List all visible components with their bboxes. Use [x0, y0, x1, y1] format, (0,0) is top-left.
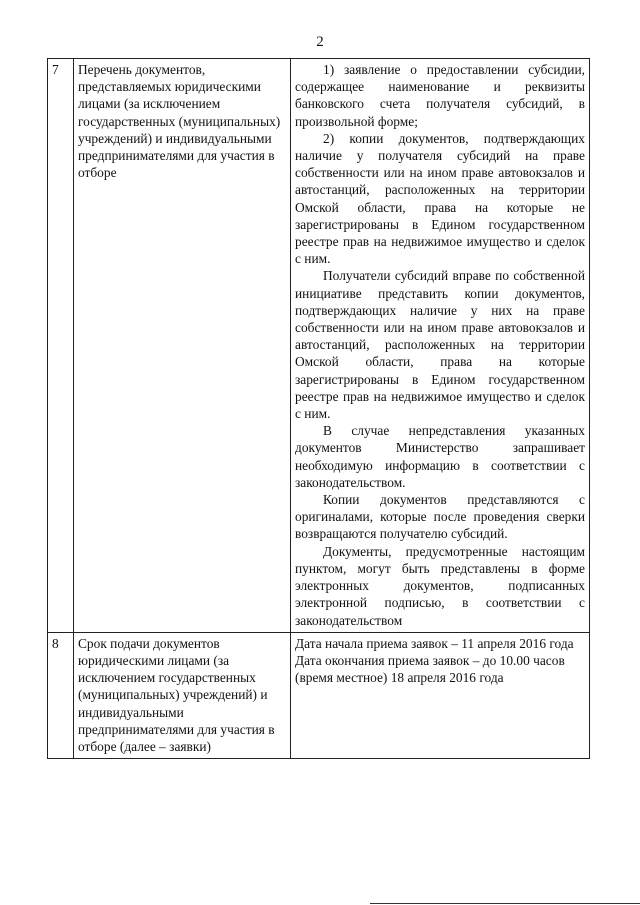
- content-paragraph: 1) заявление о предоставлении субсидии, содержащее наименование и реквизиты банковского счета получателя субсидий, в произвольной форме;: [295, 62, 585, 129]
- table-row-8: [48, 632, 590, 758]
- row-label: [74, 632, 291, 758]
- content-paragraph: Документы, предусмотренные настоящим пунктом, могут быть представлены в форме электронных документов, подписанных электронной подписью, в соответствии с законодательством: [295, 543, 585, 628]
- row-content: [291, 59, 590, 633]
- row-label: [74, 59, 291, 633]
- table-row-7: [48, 59, 590, 633]
- document-table: [47, 58, 590, 759]
- page-number: 2: [316, 34, 324, 50]
- row-content: [291, 632, 590, 758]
- row-number: 8: [48, 632, 74, 758]
- content-paragraph: Дата начала приема заявок – 11 апреля 2016 года: [295, 635, 574, 651]
- bottom-edge-line: [370, 903, 640, 904]
- content-paragraph: 2) копии документов, подтверждающих наличие у получателя субсидий на праве собственности или на ином праве автовокзалов и автостанций, расположенных на территории Омской области, права на которые не зарегистрированы в Едином государственном реестре прав на недвижимое имущество и сделок с ним.: [295, 130, 585, 267]
- row-label-text: Перечень документов, представляемых юридическими лицами (за исключением государственных (муниципальных) учреждений) и индивидуальными предпринимателями для участия в отборе: [78, 62, 281, 181]
- content-paragraph: Копии документов представляются с оригиналами, которые после проведения сверки возвращаются получателю субсидий.: [295, 492, 585, 542]
- content-paragraph: Получатели субсидий вправе по собственной инициативе представить копии документов, подтверждающих наличие у них на праве собственности или на ином праве автовокзалов и автостанций, расположенных на территории Омской области, права на которые зарегистрированы в Едином государственном реестре прав на недвижимое имущество и сделок с ним.: [295, 268, 585, 422]
- content-paragraph: Дата окончания приема заявок – до 10.00 часов (время местное) 18 апреля 2016 года: [295, 652, 565, 686]
- content-paragraph: В случае непредставления указанных документов Министерство запрашивает необходимую информацию в соответствии с законодательством.: [295, 423, 585, 490]
- row-label-text: Срок подачи документов юридическими лицами (за исключением государственных (муниципальных) учреждений) и индивидуальными предпринимателями для участия в отборе (далее – заявки): [78, 635, 275, 754]
- row-number: 7: [48, 59, 74, 633]
